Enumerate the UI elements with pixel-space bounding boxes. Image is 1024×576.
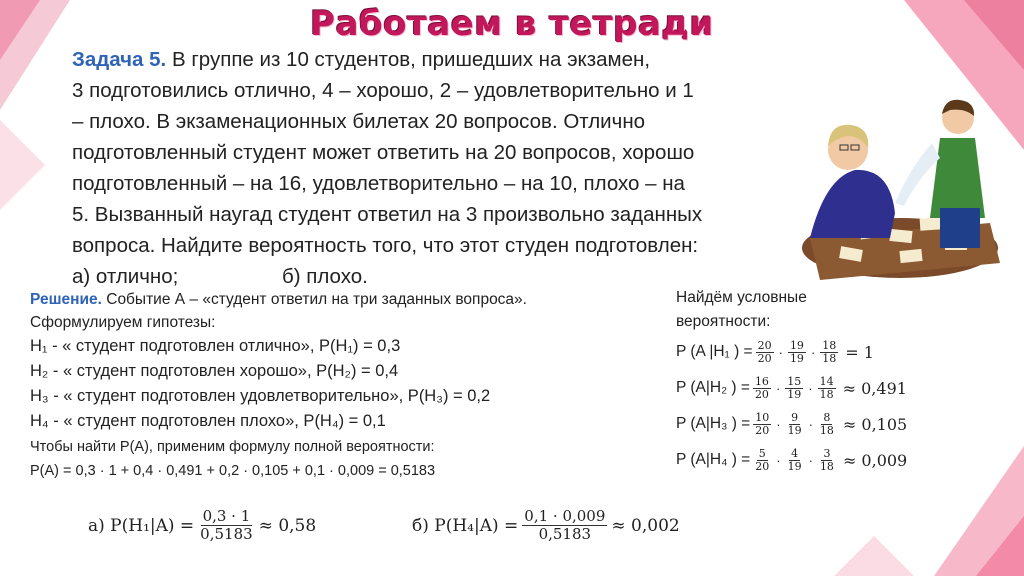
hypothesis-2: H₂ - « студент подготовлен хорошо», P(H₂) = 0,4	[30, 362, 399, 380]
fraction	[818, 376, 836, 401]
conditional-probabilities	[676, 286, 976, 478]
numerator: 0,3 · 1	[202, 507, 251, 525]
solution-label: Решение.	[30, 291, 102, 308]
row-result: ≈ 0,105	[842, 414, 908, 434]
task-line-text: В группе из 10 студентов, пришедших на экзамен,	[166, 48, 651, 71]
option-a: а) отлично;	[72, 265, 179, 288]
denominator: 19	[787, 459, 802, 473]
event-text: Событие А – «студент ответил на три заданных вопроса».	[101, 291, 527, 308]
numerator: 0,1 · 0,009	[524, 507, 606, 525]
numerator: 14	[819, 374, 834, 388]
numerator: 10	[755, 410, 770, 424]
fraction	[818, 448, 836, 473]
row-result: ≈ 0,009	[842, 450, 908, 470]
task-label: Задача 5.	[72, 48, 167, 71]
numerator: 8	[823, 410, 831, 424]
denominator: 19	[787, 423, 802, 437]
conditional-row: P (A |H₁ ) = $\frac{20}{20}$ · $\frac{19}{19}$ · $\frac{18}{18}$ = 1	[676, 338, 874, 365]
students-illustration	[800, 98, 1000, 283]
answer-b	[412, 508, 680, 543]
denominator: 0,5183	[200, 525, 253, 543]
numerator: 20	[757, 338, 772, 352]
denominator: 0,5183	[538, 525, 592, 543]
solution-event	[30, 288, 670, 311]
task-line: вопроса. Найдите вероятность того, что этот студен подготовлен:	[72, 234, 699, 257]
slide-title: Работаем в тетради	[310, 4, 714, 44]
conditional-row: P (A|H₄ ) = $\frac{5}{20}$ · $\frac{4}{19}$ · $\frac{3}{18}$ ≈ 0,009	[676, 446, 908, 473]
fraction	[753, 448, 771, 473]
conditional-heading: вероятности:	[676, 313, 771, 330]
numerator: 18	[822, 338, 837, 352]
task-line: 5. Вызванный наугад студент ответил на 3 произвольно заданных	[72, 203, 703, 226]
hypotheses-intro: Сформулируем гипотезы:	[30, 314, 216, 331]
denominator: 18	[819, 459, 834, 473]
denominator: 20	[757, 351, 772, 365]
task-text	[72, 44, 790, 292]
fraction	[198, 508, 255, 543]
denominator: 18	[822, 351, 837, 365]
row-label: P (A|H₃ ) =	[676, 415, 751, 432]
fraction	[788, 340, 806, 365]
numerator: 4	[791, 446, 799, 460]
denominator: 18	[819, 387, 834, 401]
answer-a-label: а) P(H₁|A) =	[88, 515, 195, 536]
fraction	[818, 412, 836, 437]
fraction	[786, 448, 804, 473]
option-b: б) плохо.	[282, 265, 368, 288]
solution-block	[30, 288, 670, 482]
formula-intro: Чтобы найти P(A), применим формулу полной вероятности:	[30, 439, 435, 455]
fraction	[756, 340, 774, 365]
answer-a	[88, 508, 316, 543]
task-line: – плохо. В экзаменационных билетах 20 вопросов. Отлично	[72, 110, 646, 133]
task-line: подготовленный – на 16, удовлетворительно – на 10, плохо – на	[72, 172, 685, 195]
fraction	[522, 508, 607, 543]
fraction	[820, 340, 838, 365]
row-label: P (A|H₂ ) =	[676, 379, 750, 396]
total-probability-formula: P(A) = 0,3 · 1 + 0,4 · 0,491 + 0,2 · 0,105 + 0,1 · 0,009 = 0,5183	[30, 463, 436, 479]
hypothesis-4: H₄ - « студент подготовлен плохо», P(H₄) = 0,1	[30, 412, 386, 430]
denominator: 20	[755, 459, 770, 473]
numerator: 9	[791, 410, 799, 424]
fraction	[786, 412, 804, 437]
numerator: 16	[754, 374, 769, 388]
hypothesis-3: H₃ - « студент подготовлен удовлетворительно», P(H₃) = 0,2	[30, 387, 491, 405]
denominator: 19	[789, 351, 804, 365]
fraction	[753, 412, 771, 437]
answer-a-result: ≈ 0,58	[258, 515, 317, 536]
numerator: 15	[787, 374, 802, 388]
conditional-heading: Найдём условные	[676, 289, 807, 306]
row-result: ≈ 0,491	[842, 378, 907, 398]
conditional-row: P (A|H₂ ) = $\frac{16}{20}$ · $\frac{15}{19}$ · $\frac{14}{18}$ ≈ 0,491	[676, 374, 907, 401]
bottom-decoration	[834, 536, 914, 576]
numerator: 19	[789, 338, 804, 352]
denominator: 19	[787, 387, 802, 401]
side-decoration	[0, 120, 45, 210]
numerator: 5	[758, 446, 766, 460]
row-label: P (A |H₁ ) =	[676, 343, 753, 360]
fraction	[753, 376, 771, 401]
denominator: 20	[755, 423, 770, 437]
row-label: P (A|H₄ ) =	[676, 451, 751, 468]
task-line	[72, 44, 790, 75]
fraction	[785, 376, 803, 401]
denominator: 18	[819, 423, 834, 437]
task-line: 3 подготовились отлично, 4 – хорошо, 2 – удовлетворительно и 1	[72, 79, 694, 102]
hypothesis-1: H₁ - « студент подготовлен отлично», P(H₁) = 0,3	[30, 337, 401, 355]
denominator: 20	[754, 387, 769, 401]
answer-b-result: ≈ 0,002	[611, 515, 680, 536]
task-line: подготовленный студент может ответить на 20 вопросов, хорошо	[72, 141, 695, 164]
corner-decoration	[976, 516, 1024, 576]
row-result: = 1	[845, 342, 874, 362]
conditional-row: P (A|H₃ ) = $\frac{10}{20}$ · $\frac{9}{19}$ · $\frac{8}{18}$ ≈ 0,105	[676, 410, 908, 437]
answer-b-label: б) P(H₄|A) =	[412, 515, 519, 536]
numerator: 3	[823, 446, 831, 460]
